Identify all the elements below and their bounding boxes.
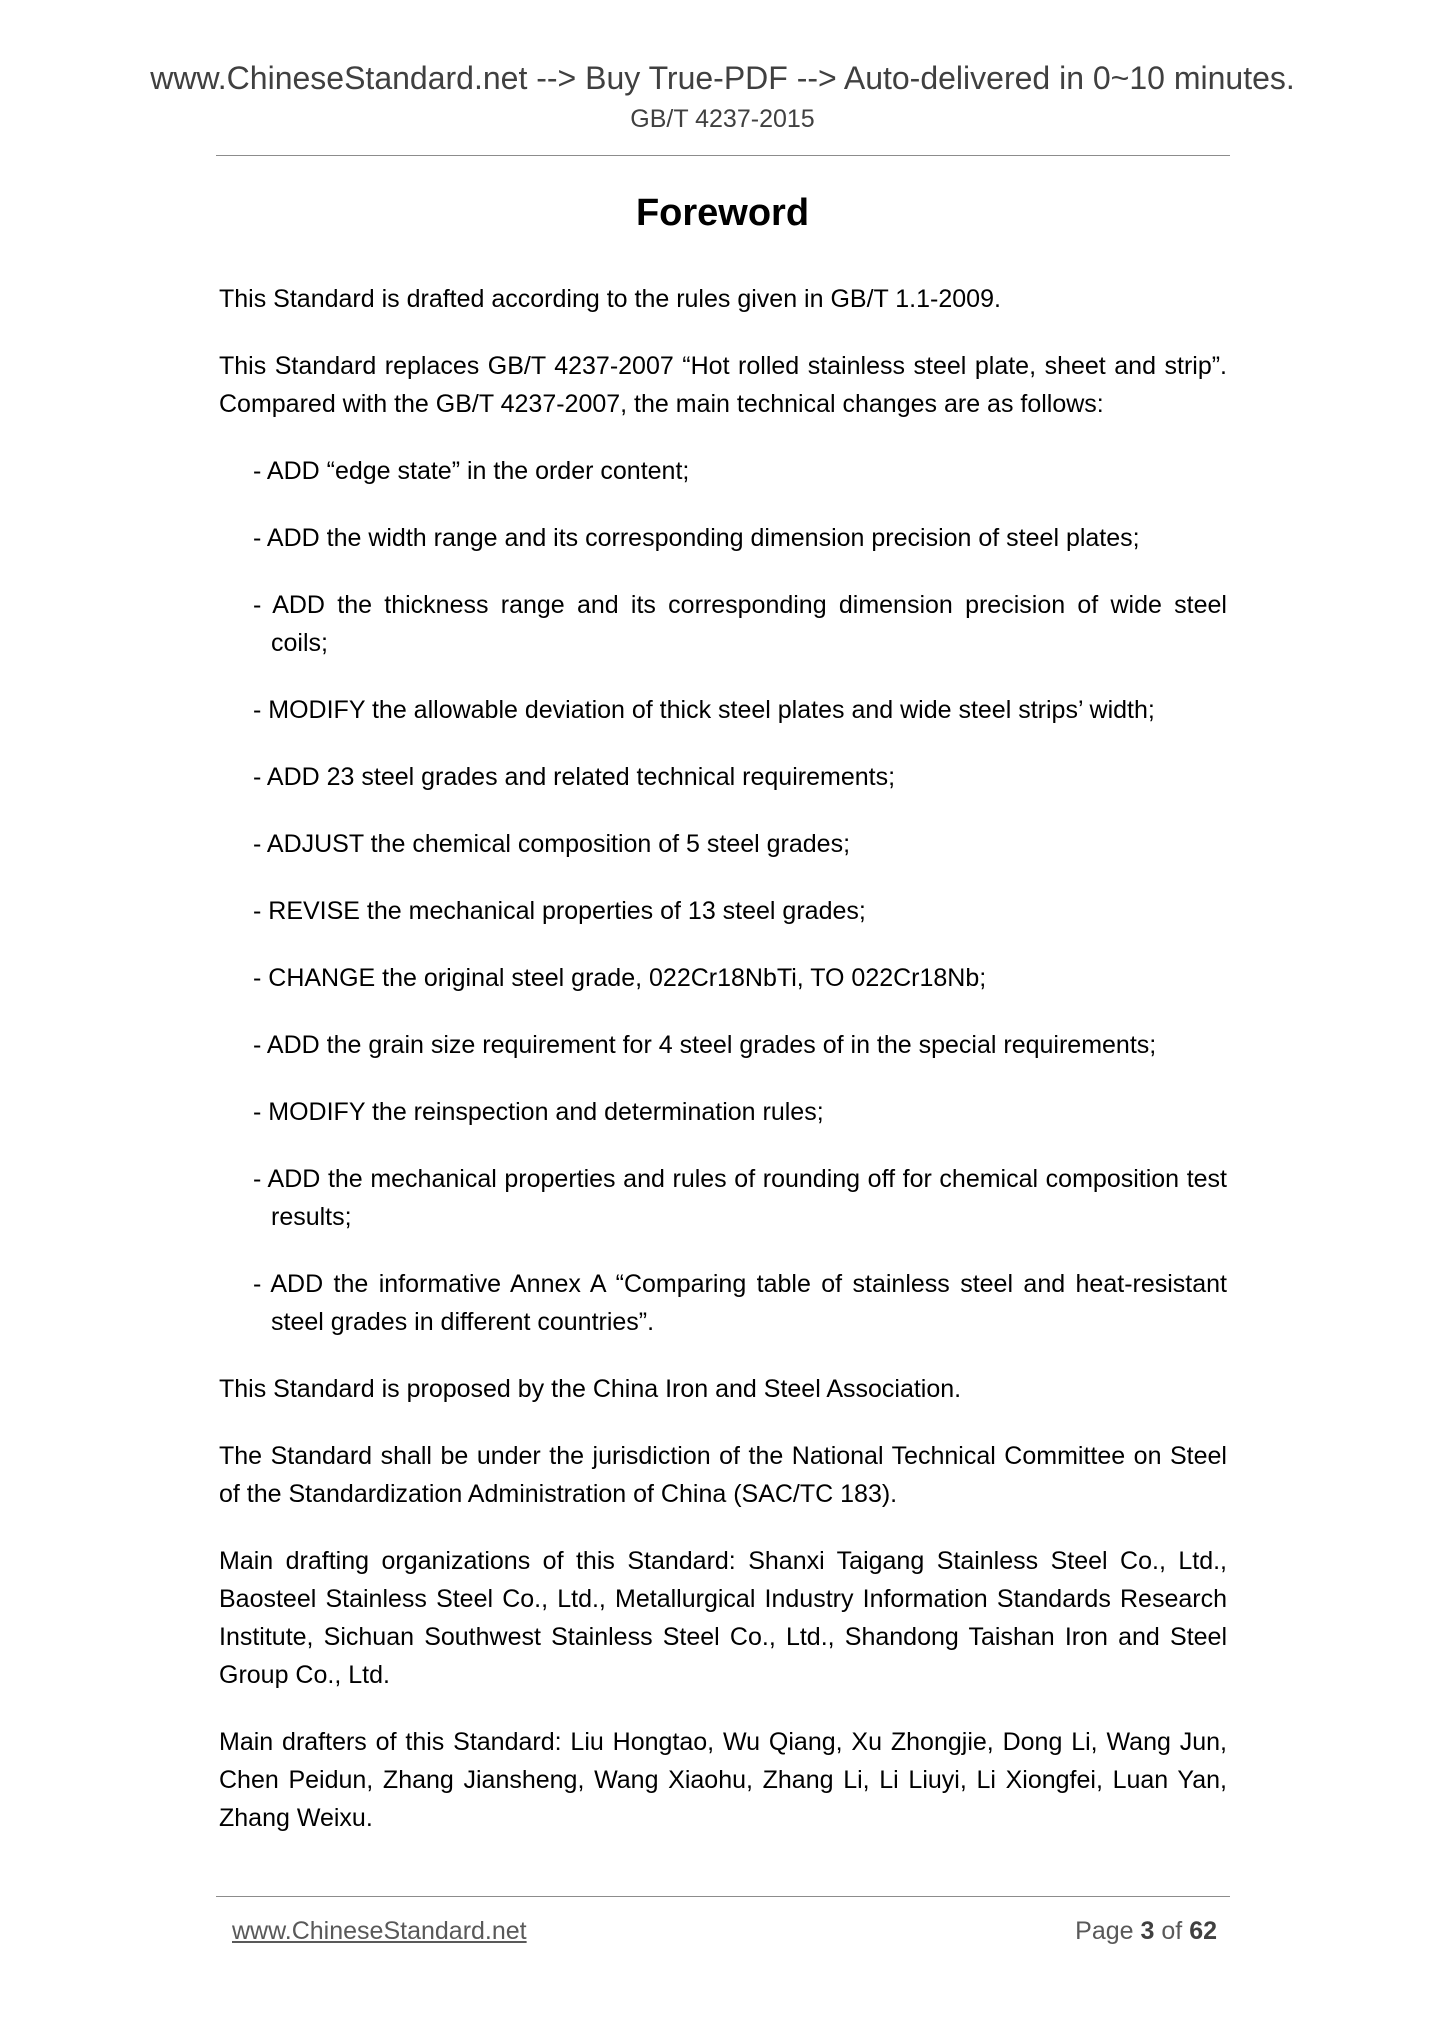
page-current: 3 <box>1140 1917 1155 1945</box>
list-item: - ADD the thickness range and its corresponding dimension precision of wide steel coils; <box>253 591 1227 657</box>
drafters-paragraph: Main drafters of this Standard: Liu Hongtao, Wu Qiang, Xu Zhongjie, Dong Li, Wang Jun, Chen Peidun, Zhang Jiansheng, Wang Xiaohu, Zhang Li, Li Liuyi, Li Xiongfei, Luan Yan, Zhang Weixu. <box>219 1728 1227 1832</box>
jurisdiction-paragraph: The Standard shall be under the jurisdiction of the National Technical Committee on Steel of the Standardization Administration of China (SAC/TC 183). <box>219 1442 1227 1508</box>
list-item: - ADD the mechanical properties and rules of rounding off for chemical composition test results; <box>253 1165 1227 1231</box>
page-of: of <box>1161 1917 1183 1945</box>
header-banner: www.ChineseStandard.net --> Buy True-PDF --> Auto-delivered in 0~10 minutes. <box>150 60 1295 96</box>
intro-paragraph: This Standard is drafted according to the rules given in GB/T 1.1-2009. <box>219 285 1001 313</box>
standard-code: GB/T 4237-2015 <box>630 105 815 133</box>
list-item: - REVISE the mechanical properties of 13 steel grades; <box>253 897 866 925</box>
changes-list <box>219 452 1227 1341</box>
list-item: - MODIFY the allowable deviation of thick steel plates and wide steel strips’ width; <box>253 696 1155 724</box>
list-item: - CHANGE the original steel grade, 022Cr18NbTi, TO 022Cr18Nb; <box>253 964 987 992</box>
list-item: - MODIFY the reinspection and determination rules; <box>253 1098 824 1126</box>
drafting-organizations-paragraph: Main drafting organizations of this Standard: Shanxi Taigang Stainless Steel Co., Ltd., Baosteel Stainless Steel Co., Ltd., Metallurgical Industry Information Standards Research Institute, Sichuan Southwest Stainless Steel Co., Ltd., Shandong Taishan Iron and Steel Group Co., Ltd. <box>219 1547 1227 1689</box>
page-total: 62 <box>1189 1917 1217 1945</box>
foreword-body <box>219 280 1227 1866</box>
page-number <box>1075 1914 1217 1948</box>
list-item: - ADD the width range and its corresponding dimension precision of steel plates; <box>253 524 1140 552</box>
header-divider <box>216 155 1230 156</box>
footer-divider <box>216 1896 1230 1897</box>
page-title: Foreword <box>635 192 810 234</box>
list-item: - ADD the grain size requirement for 4 steel grades of in the special requirements; <box>253 1031 1157 1059</box>
list-item: - ADD “edge state” in the order content; <box>253 457 690 485</box>
intro-paragraph: This Standard replaces GB/T 4237-2007 “Hot rolled stainless steel plate, sheet and strip”. Compared with the GB/T 4237-2007, the main technical changes are as follows: <box>219 352 1227 418</box>
list-item: - ADD the informative Annex A “Comparing table of stainless steel and heat-resistant steel grades in different countries”. <box>253 1270 1227 1336</box>
list-item: - ADD 23 steel grades and related technical requirements; <box>253 763 896 791</box>
footer-website-link[interactable]: www.ChineseStandard.net <box>232 1917 527 1945</box>
proposer-paragraph: This Standard is proposed by the China Iron and Steel Association. <box>219 1375 962 1403</box>
list-item: - ADJUST the chemical composition of 5 steel grades; <box>253 830 851 858</box>
page-prefix: Page <box>1075 1917 1134 1945</box>
